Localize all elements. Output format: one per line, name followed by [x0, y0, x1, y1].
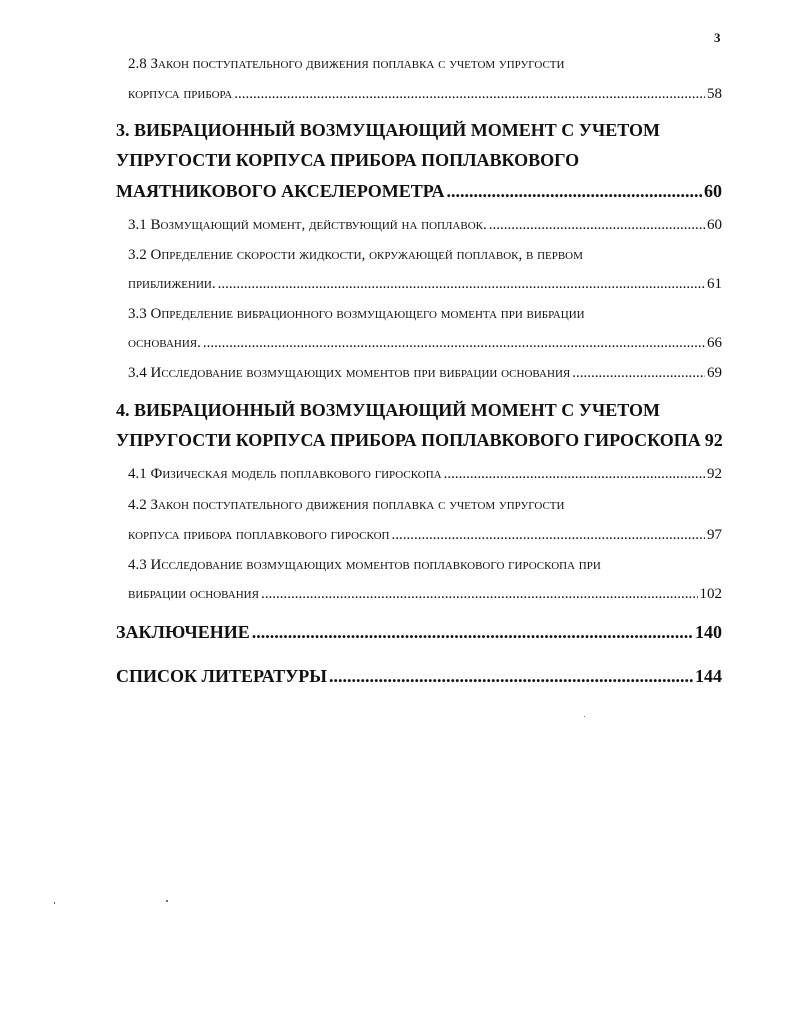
toc-page-number: 97: [707, 527, 722, 543]
leader-dots: [329, 666, 693, 687]
scan-speck: [584, 716, 585, 717]
toc-page-number: 61: [707, 276, 722, 292]
toc-4-1-entry[interactable]: 4.1 Физическая модель поплавкового гироскопа ..... 92: [128, 466, 722, 483]
toc-page-number: 60: [704, 181, 722, 201]
leader-dots: [252, 622, 693, 643]
toc-references-entry[interactable]: СПИСОК ЛИТЕРАТУРЫ ..... 144: [116, 666, 722, 687]
toc-page-number: 66: [707, 335, 722, 351]
toc-3-3-entry[interactable]: основания. ..... 66: [128, 335, 722, 352]
scan-speck: [54, 902, 55, 904]
toc-page-number: 102: [699, 586, 722, 602]
leader-dots: [572, 365, 705, 382]
leader-dots: [234, 86, 705, 103]
toc-4-3-entry[interactable]: вибрации основания ..... 102: [128, 586, 722, 603]
toc-page-number: 92: [704, 430, 723, 450]
toc-2-8-entry[interactable]: корпуса прибора ..... 58: [128, 86, 722, 103]
toc-page-number: 144: [695, 666, 722, 686]
toc-3-2-entry[interactable]: приближении. ..... 61: [128, 276, 722, 293]
leader-dots: [203, 335, 705, 352]
toc-4-3-line1: 4.3 Исследование возмущающих моментов поплавкового гироскопа при: [128, 557, 601, 573]
toc-2-8-line1: 2.8 Закон поступательного движения поплавка с учетом упругости: [128, 56, 565, 72]
leader-dots: [444, 466, 705, 483]
leader-dots: [218, 276, 705, 293]
leader-dots: [392, 527, 706, 544]
toc-4-2-entry[interactable]: корпуса прибора поплавкового гироскоп ..... 97: [128, 527, 722, 544]
leader-dots: [489, 217, 705, 234]
toc-chapter-4-line1[interactable]: 4. ВИБРАЦИОННЫЙ ВОЗМУЩАЮЩИЙ МОМЕНТ С УЧЕТОМ: [116, 400, 660, 420]
toc-3-1-entry[interactable]: 3.1 Возмущающий момент, действующий на поплавок. ..... 60: [128, 217, 722, 234]
leader-dots: [446, 181, 702, 202]
toc-page-number: 140: [695, 622, 722, 642]
toc-chapter-4-entry[interactable]: УПРУГОСТИ КОРПУСА ПРИБОРА ПОПЛАВКОВОГО ГИРОСКОПА 92: [116, 430, 723, 450]
page-number: 3: [714, 30, 721, 45]
toc-page-number: 92: [707, 466, 722, 482]
toc-3-2-line1: 3.2 Определение скорости жидкости, окружающей поплавок, в первом: [128, 247, 583, 263]
leader-dots: [261, 586, 698, 603]
scan-speck: [166, 900, 168, 902]
toc-page-number: 60: [707, 217, 722, 233]
toc-3-3-line1: 3.3 Определение вибрационного возмущающего момента при вибрации: [128, 306, 585, 322]
toc-chapter-3-line1[interactable]: 3. ВИБРАЦИОННЫЙ ВОЗМУЩАЮЩИЙ МОМЕНТ С УЧЕТОМ: [116, 120, 660, 140]
toc-chapter-3-line2[interactable]: УПРУГОСТИ КОРПУСА ПРИБОРА ПОПЛАВКОВОГО: [116, 150, 580, 170]
toc-conclusion-entry[interactable]: ЗАКЛЮЧЕНИЕ ..... 140: [116, 622, 722, 643]
toc-4-2-line1: 4.2 Закон поступательного движения поплавка с учетом упругости: [128, 497, 565, 513]
toc-chapter-3-entry[interactable]: МАЯТНИКОВОГО АКСЕЛЕРОМЕТРА ..... 60: [116, 181, 722, 202]
toc-3-4-entry[interactable]: 3.4 Исследование возмущающих моментов при вибрации основания ..... 69: [128, 365, 722, 382]
toc-page-number: 58: [707, 86, 722, 102]
toc-page-number: 69: [707, 365, 722, 381]
